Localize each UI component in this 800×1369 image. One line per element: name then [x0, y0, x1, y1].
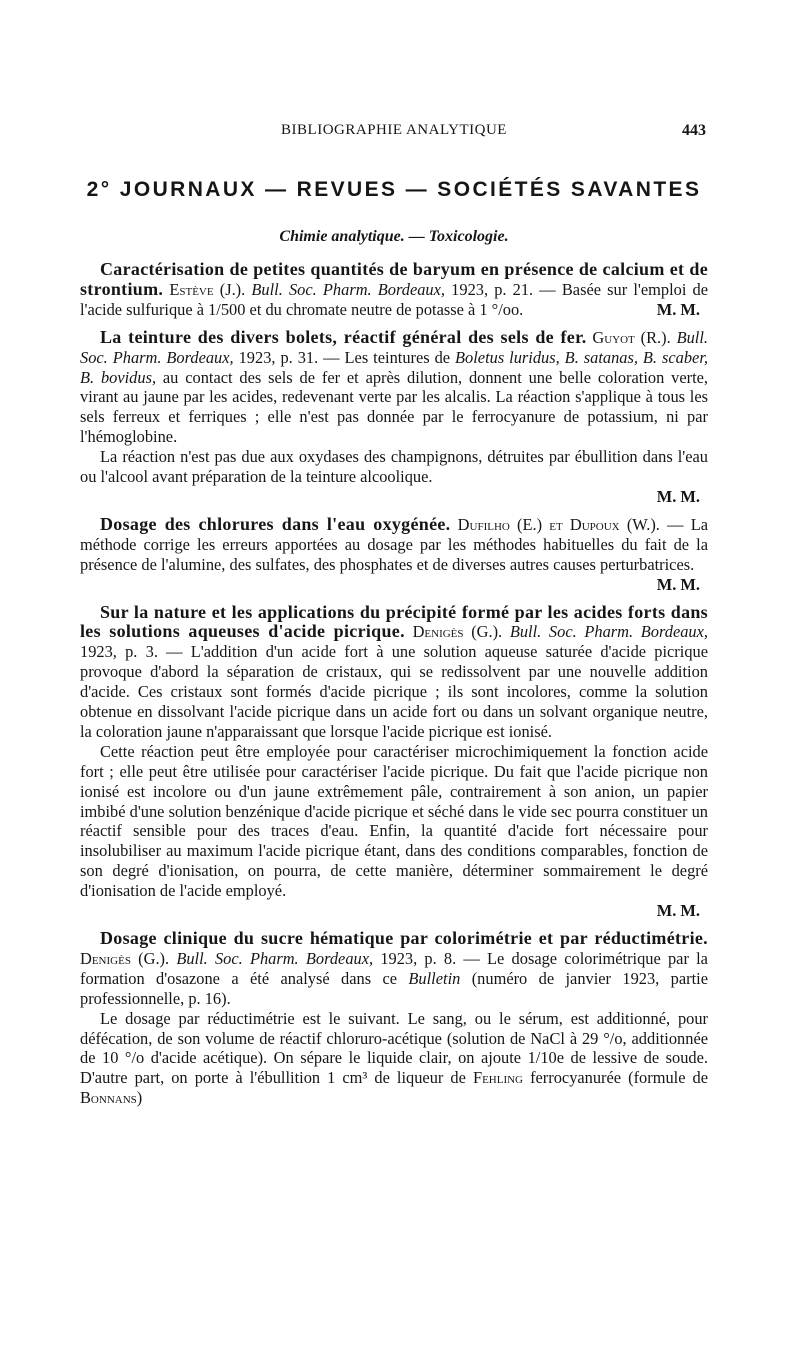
- entry-abstract: L'addition d'un acide fort à une solution aqueuse saturée d'acide picrique provoque d'abord la séparation de cristaux, qui se redissolvent par une nouvelle addition d'acide. Ces cristaux sont formés d'acide picrique ; ils sont incolores, comme la solution obtenue en dissolvant l'acide picrique dans un acide fort ou dans un solvant organique neutre, la coloration jaune n'apparaissant que lorsque l'acide picrique est ionisé.: [80, 642, 708, 741]
- abstract-entry: [80, 515, 708, 595]
- entry-abstract-continued: (numéro de janvier 1923, partie professionnelle, p. 16).: [80, 968, 708, 1008]
- entry-abstract: Basée sur l'emploi de l'acide sulfurique à 1/500 et du chromate neutre de potasse à 1 °/oo.: [80, 279, 709, 319]
- entry-paragraph: [80, 328, 708, 447]
- entry-paragraph: [80, 260, 708, 320]
- entry-signature: M. M.: [656, 574, 700, 594]
- entry-citation: 1923, p. 8. —: [380, 948, 480, 968]
- bulletin-reference: Bulletin: [408, 968, 461, 988]
- entry-paragraph-text: Cette réaction peut être employée pour caractériser microchimiquement la fonction acide fort ; elle peut être utilisée pour caractériser l'acide picrique. Du fait que l'acide picrique non ionisé est incolore ou d'un jaune extrêmement pâle, contrairement à son anion, un papier imbibé d'une solution benzénique d'acide picrique et séché dans le vide sec pourra constituer un réactif sensible pour des traces d'eau. Enfin, la quantité d'acide fort nécessaire pour insolubiliser au maximum l'acide picrique étant, dans des conditions comparables, fonction de son degré d'ionisation, on pourra, de cette manière, déterminer sommairement le degré d'ionisation de l'acide employé.: [80, 741, 708, 901]
- abstract-entry: [80, 328, 708, 507]
- species-names: Boletus luridus, B. satanas, B. scaber, B. bovidus,: [80, 347, 708, 387]
- entry-source: Bull. Soc. Pharm. Bordeaux,: [176, 948, 374, 968]
- entry-paragraph: [80, 447, 708, 487]
- entry-paragraph: [80, 929, 708, 1009]
- entry-citation: 1923, p. 31. —: [238, 347, 340, 367]
- entry-signature: M. M.: [656, 299, 700, 319]
- entry-signature: M. M.: [656, 486, 700, 506]
- entry-title: La teinture des divers bolets, réactif général des sels de fer.: [100, 326, 587, 347]
- entry-paragraph: [80, 513, 708, 594]
- entry-source: Bull. Soc. Pharm. Bordeaux,: [80, 327, 708, 367]
- subsection-heading: Chimie analytique. — Toxicologie.: [279, 228, 509, 245]
- entry-paragraph-text: Le dosage par réductimétrie est le suivant. Le sang, ou le sérum, est additionné, pour défécation, de son volume de réactif chloruro-acétique (solution de NaCl à 29 °/o, additionnée de 10 °/o d'acide acétique). On sépare le liquide clair, on ajoute 1/10e de lessive de soude. D'autre part, on porte à l'ébullition 1 cm³ de liqueur de: [80, 1008, 708, 1088]
- entry-source: Bull. Soc. Pharm. Bordeaux,: [251, 279, 445, 299]
- entry-author: Estève (J.).: [169, 279, 246, 299]
- entry-abstract: — La méthode corrige les erreurs apportées au dosage par les méthodes habituelles du fait de la présence de l'alumine, des sulfates, des phosphates et de diverses autres causes perturbatrices.: [80, 514, 708, 574]
- running-header: [80, 122, 708, 146]
- abstract-entry: [80, 929, 708, 1108]
- article-body: [80, 260, 708, 1116]
- entry-author: Denigès (G.).: [80, 948, 170, 968]
- entry-paragraph: [80, 603, 708, 742]
- entry-paragraph-text: La réaction n'est pas due aux oxydases des champignons, détruites par ébullition dans l'eau ou l'alcool avant préparation de la teinture alcoolique.: [80, 447, 708, 487]
- entry-paragraph: [80, 742, 708, 901]
- running-title: BIBLIOGRAPHIE ANALYTIQUE: [281, 122, 507, 138]
- page-number: 443: [682, 122, 706, 139]
- entry-citation: 1923, p. 3. —: [80, 642, 183, 662]
- entry-author: Denigès (G.).: [412, 622, 503, 642]
- entry-title: Sur la nature et les applications du précipité formé par les acides forts dans les solutions aqueuses d'acide picrique.: [80, 601, 708, 642]
- entry-paragraph-text: ferrocyanurée (formule de: [530, 1068, 708, 1088]
- entry-signature: M. M.: [656, 901, 700, 921]
- reagent-name: Fehling: [472, 1068, 524, 1088]
- entry-source: Bull. Soc. Pharm. Bordeaux,: [509, 622, 708, 642]
- entry-author: Dufilho (E.) et Dupoux (W.).: [457, 514, 660, 534]
- entry-author: Guyot (R.).: [592, 327, 671, 347]
- formula-author: Bonnans): [80, 1088, 143, 1108]
- entry-title: Caractérisation de petites quantités de baryum en présence de calcium et de strontium.: [80, 259, 708, 299]
- abstract-entry: [80, 603, 708, 922]
- entry-title: Dosage clinique du sucre hématique par colorimétrie et par réductimétrie.: [100, 928, 708, 948]
- entry-citation: 1923, p. 21. —: [451, 279, 556, 299]
- abstract-entry: [80, 260, 708, 320]
- entry-title: Dosage des chlorures dans l'eau oxygénée.: [100, 513, 451, 534]
- entry-abstract: Le dosage colorimétrique par la formation d'osazone a été analysé dans ce: [80, 948, 708, 988]
- section-heading: 2° JOURNAUX — REVUES — SOCIÉTÉS SAVANTES: [86, 178, 702, 201]
- entry-abstract-continued: au contact des sels de fer et après dilution, donnent une belle coloration verte, virant au jaune par les acides, redevenant verte par les alcalis. La réaction s'applique à tous les sels ferreux et ferriques ; elle n'est pas donnée par le ferrocyanure de potassium, ni par l'hémoglobine.: [80, 367, 708, 447]
- entry-paragraph: [80, 1009, 708, 1109]
- entry-abstract: Les teintures de: [344, 347, 451, 367]
